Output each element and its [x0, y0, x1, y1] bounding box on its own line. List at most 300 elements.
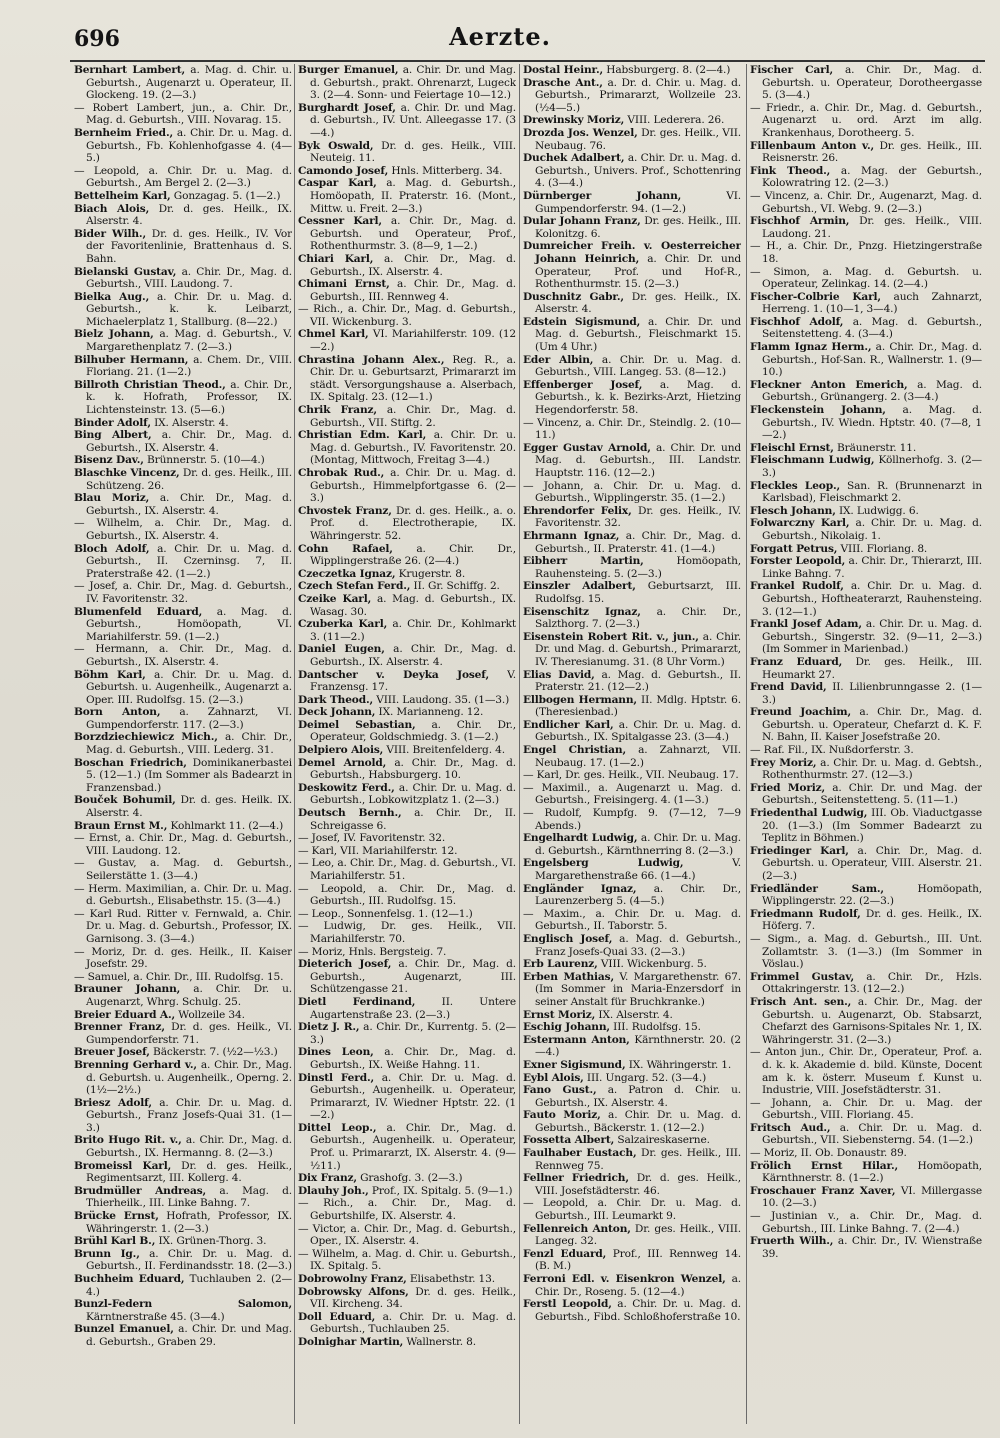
directory-entry [298, 1311, 516, 1336]
directory-entry [523, 719, 741, 744]
entry-name: Bettelheim Karl, [74, 189, 171, 202]
entry-name: Deutsch Bernh., [298, 807, 402, 820]
entry-text: IX. Alserstr. 4. [595, 1008, 673, 1021]
entry-name: Duchek Adalbert, [523, 152, 625, 165]
entry-text: a. Chir. Dr., Mag. d. Geburtsh., IX. Alserstr. 4. [310, 643, 516, 668]
entry-text: a. Chir. Dr. u. Mag. d. Geburtsh., II. Czerninsg. 7, II. Praterstraße 42. (1—2.) [86, 542, 292, 580]
directory-entry [750, 706, 982, 744]
entry-text: — Rich., a. Chir. Dr., Mag. d. Geburtshilfe, IX. Alserstr. 4. [298, 1197, 516, 1223]
directory-entry [750, 454, 982, 479]
directory-entry [74, 983, 292, 1008]
entry-name: Dumreicher Freih. v. Oesterreicher Johann Heinrich, [523, 240, 741, 265]
entry-text: II. Untere Augartenstraße 23. (2—3.) [310, 995, 516, 1021]
entry-name: Born Anton, [74, 706, 161, 719]
entry-text: II. Gr. Schiffg. 2. [410, 580, 500, 593]
entry-text: II. Mdlg. Hptstr. 6. (Theresienbad.) [535, 693, 741, 719]
directory-entry [750, 618, 982, 656]
directory-entry [298, 996, 516, 1021]
entry-name: Endlicher Karl, [523, 718, 614, 731]
entry-name: Dobrowolny Franz, [298, 1273, 407, 1285]
entry-text: — Leopold, a. Chir. Dr. u. Mag. d. Geburtsh., III. Leumarkt 9. [523, 1197, 741, 1223]
entry-text: — Hermann, a. Chir. Dr., Mag. d. Geburtsh., IX. Alserstr. 4. [74, 643, 292, 668]
directory-entry [298, 140, 516, 165]
entry-text: Reg. R., a. Chir. Dr. u. Geburtsarzt, Primararzt im städt. Versorgungshause a. Alserbach, IX. Spitalg. 23. (12—1.) [310, 353, 516, 404]
entry-text: a. Chir. Dr. und Operateur, Prof. und Hof-R., Rothenthurmstr. 15. (2—3.) [535, 252, 741, 291]
directory-entry [298, 1223, 516, 1248]
entry-name: Fried Moriz, [750, 781, 826, 794]
entry-text: — Josef, a. Chir. Dr., Mag. d. Geburtsh., IV. Favoritenstr. 32. [74, 580, 292, 605]
directory-entry [750, 908, 982, 933]
entry-text: — Raf. Fil., IX. Nußdorferstr. 3. [750, 744, 914, 757]
directory-entry [523, 114, 741, 127]
entry-text: Prof., IX. Spitalg. 5. (9—1.) [368, 1184, 513, 1197]
entry-text: a. Chir. Dr. u. Mag. d. Geburtsh., Bäckerstr. 1. (12—2.) [535, 1109, 741, 1134]
directory-entry [523, 190, 741, 215]
entry-text: IX. Grünen-Thorg. 3. [155, 1235, 267, 1248]
directory-column-3 [523, 64, 741, 1429]
directory-entry [750, 555, 982, 580]
entry-name: Fano Gust., [523, 1084, 597, 1097]
entry-text: Dr. d. ges. Heilk., a. o. Prof. d. Electrotherapie, IX. Währingerstr. 52. [310, 504, 516, 542]
directory-entry [750, 996, 982, 1046]
entry-name: Brenning Gerhard v., [74, 1058, 197, 1071]
entry-text: — Victor, a. Chir. Dr., Mag. d. Geburtsh., Oper., IX. Alserstr. 4. [298, 1222, 516, 1248]
directory-entry [74, 379, 292, 417]
entry-name: Dobrowsky Alfons, [298, 1285, 409, 1298]
directory-entry [750, 1160, 982, 1185]
entry-text: a. Chir. Dr., Mag. d. Geburtsh., IX. Alserstr. 4. [86, 492, 292, 517]
entry-text: a. Chir. Dr. u. Mag. d. Gebtsh., Rothenthurmstr. 27. (12—3.) [762, 756, 982, 782]
directory-entry [750, 215, 982, 240]
directory-entry [298, 1273, 516, 1286]
directory-entry [750, 291, 982, 316]
page-number: 696 [74, 26, 120, 52]
entry-name: Flesch Johann, [750, 504, 836, 517]
directory-entry [298, 253, 516, 278]
directory-entry [750, 656, 982, 681]
directory-entry [298, 1021, 516, 1046]
entry-name: Daniel Eugen, [298, 643, 385, 656]
entry-text: a. Mag. d. Geburtsh., k. k. Bezirks-Arzt, Hietzing Hegendorferstr. 58. [535, 378, 741, 417]
directory-entry [74, 102, 292, 127]
entry-text: Dr. d. ges. Heilk., IX. Höferg. 7. [762, 907, 982, 933]
entry-text: a. Chir. Dr. u. Mag. d. Geburtsh., Univers. Prof., Schottenring 4. (3—4.) [535, 152, 741, 190]
entry-name: Forster Leopold, [750, 555, 846, 568]
entry-text: a. Mag. d. Chir. u. Geburtsh., Augenarzt u. Operateur, II. Glockeng. 19. (2—3.) [86, 64, 292, 102]
entry-text: a. Chir. Dr., IV. Wienstraße 39. [762, 1235, 982, 1260]
entry-name: Egger Gustav Arnold, [523, 441, 651, 454]
entry-text: — Josef, IV. Favoritenstr. 32. [298, 832, 446, 845]
directory-entry [74, 517, 292, 542]
directory-entry [298, 958, 516, 996]
directory-entry [74, 580, 292, 605]
entry-name: Dantscher v. Deyka Josef, [298, 668, 489, 681]
entry-name: Dietz J. R., [298, 1021, 360, 1034]
directory-entry [298, 618, 516, 643]
entry-name: Friedländer Sam., [750, 882, 884, 895]
directory-entry [750, 933, 982, 971]
entry-name: Fellner Friedrich, [523, 1172, 629, 1185]
directory-entry [74, 946, 292, 971]
entry-name: Buchheim Eduard, [74, 1273, 185, 1285]
entry-name: Friedmann Rudolf, [750, 907, 861, 920]
entry-text: — Sigm., a. Mag. d. Geburtsh., III. Unt. Zollamtstr. 3. (1—3.) (Im Sommer in Vöslau.) [750, 932, 982, 971]
entry-text: — Anton jun., Chir. Dr., Operateur, Prof. a. d. k. k. Akademie d. bild. Künste, Docent am k. k. österr. Museum f. Kunst u. Industrie, VIII. Josefstädterstr. 31. [750, 1046, 982, 1097]
entry-name: Ehrendorfer Felix, [523, 504, 632, 517]
directory-entry [74, 266, 292, 291]
entry-text: a. Chir. Dr., k. k. Hofrath, Professor, IX. Lichtensteinstr. 13. (5—6.) [86, 378, 292, 417]
directory-entry [750, 379, 982, 404]
column-divider [294, 64, 295, 1424]
entry-name: Estermann Anton, [523, 1033, 630, 1046]
entry-text: Bäckerstr. 7. (½2—½3.) [149, 1046, 278, 1059]
entry-text: — Vincenz, a. Chir. Dr., Augenarzt, Mag. d. Geburtsh., VI. Webg. 9. (2—3.) [750, 189, 982, 215]
entry-text: Tuchlauben 2. (2—4.) [86, 1273, 292, 1298]
directory-entry [298, 328, 516, 353]
directory-entry [74, 820, 292, 833]
entry-text: — Leopold, a. Chir. Dr., Mag. d. Geburtsh., III. Rudolfsg. 15. [298, 882, 516, 908]
entry-name: Dostal Heinr., [523, 64, 604, 76]
entry-name: Brenner Franz, [74, 1021, 165, 1034]
directory-entry [74, 706, 292, 731]
directory-entry [74, 228, 292, 266]
entry-text: Dr. ges. Heilk., III. Heumarkt 27. [762, 655, 982, 681]
entry-name: Einszler Adalbert, [523, 580, 636, 593]
entry-text: a. Chir. Dr., Mag. d. Geburtsh. u. Operateur, Dorotheergasse 5. (3—4.) [762, 64, 982, 102]
entry-name: Blumenfeld Eduard, [74, 605, 203, 618]
directory-entry [750, 266, 982, 291]
entry-text: a. Chir. Dr., Kohlmarkt 3. (11—2.) [310, 618, 516, 643]
entry-name: Fleckles Leop., [750, 479, 841, 492]
entry-text: Dr. ges. Heilk., III. Kolonitzg. 6. [535, 215, 741, 240]
directory-entry [74, 606, 292, 644]
entry-text: a. Chir. Dr. und Mag. d. Geburtsh., III. Landstr. Hauptstr. 116. (12—2.) [535, 441, 741, 479]
entry-text: Dr. ges. Heilk., VIII. Laudong. 21. [762, 215, 982, 240]
entry-name: Bisenz Dav., [74, 454, 144, 467]
directory-entry [750, 442, 982, 455]
entry-text: V. Margarethenstraße 66. (1—4.) [535, 857, 741, 882]
entry-text: Kärnthnerstr. 20. (2—4.) [535, 1033, 741, 1059]
directory-entry [523, 1021, 741, 1034]
entry-text: a. Chem. Dr., VIII. Floriang. 21. (1—2.) [86, 353, 292, 379]
entry-text: a. Chir. Dr. u. Mag. d. Geburtsh., Himmelpfortgasse 6. (2—3.) [310, 467, 516, 505]
directory-entry [750, 480, 982, 505]
directory-entry [523, 1109, 741, 1134]
entry-text: — Leopold, a. Chir. Dr. u. Mag. d. Geburtsh., Am Bergel 2. (2—3.) [74, 164, 292, 190]
entry-name: Flamm Ignaz Herm., [750, 341, 872, 354]
directory-entry [74, 492, 292, 517]
directory-entry [750, 1235, 982, 1260]
directory-entry [523, 631, 741, 669]
entry-name: Chrik Franz, [298, 404, 377, 417]
directory-entry [523, 1084, 741, 1109]
entry-name: Ellbogen Hermann, [523, 693, 637, 706]
entry-name: Dieterich Josef, [298, 958, 392, 971]
entry-text: a. Chir. Dr. u. Mag. d. Geburtsh., IV. Favoritenstr. 20. (Montag, Mittwoch, Freitag 3—4.) [310, 429, 516, 467]
directory-entry [74, 127, 292, 165]
entry-name: Ehrmann Ignaz, [523, 529, 620, 542]
directory-entry [74, 643, 292, 668]
entry-text: Wallnerstr. 8. [403, 1335, 476, 1348]
entry-text: a. Chir. Dr., Kurrentg. 5. (2—3.) [310, 1021, 516, 1046]
entry-name: Bilhuber Hermann, [74, 353, 189, 366]
entry-text: a. Chir. Dr., Mag. d. Geburtsh., II. Praterstr. 41. (1—4.) [535, 529, 741, 555]
entry-name: Frimmel Gustav, [750, 970, 855, 983]
directory-entry [523, 1273, 741, 1298]
entry-name: Borzdziechiewicz Mich., [74, 731, 218, 744]
entry-text: — Karl, VII. Mariahilferstr. 12. [298, 844, 458, 857]
entry-text: a. Chir. Dr., Mag. d. Geburtsh., VIII. Lederg. 31. [86, 731, 292, 757]
entry-name: Fillenbaum Anton v., [750, 139, 875, 152]
entry-text: San. R. (Brunnenarzt in Karlsbad), Fleischmarkt 2. [762, 479, 982, 505]
entry-text: a. Chir. Dr., Thierarzt, III. Linke Bahng. 7. [762, 555, 982, 580]
directory-entry [750, 64, 982, 102]
entry-name: Dietl Ferdinand, [298, 995, 416, 1008]
entry-name: Fauto Moriz, [523, 1109, 601, 1122]
entry-text: II. Lilienbrunngasse 2. (1—3.) [762, 681, 982, 706]
entry-name: Bielka Aug., [74, 290, 150, 303]
entry-text: a. Chir. Dr., Operateur, Goldschmiedg. 3. (1—2.) [310, 718, 516, 744]
directory-entry [523, 769, 741, 782]
directory-entry [523, 417, 741, 442]
entry-text: — Gustav, a. Mag. d. Geburtsh., Seilerstätte 1. (3—4.) [74, 857, 292, 882]
directory-entry [74, 1235, 292, 1248]
entry-name: Camondo Josef, [298, 164, 389, 177]
entry-name: Ernst Moriz, [523, 1008, 596, 1021]
entry-name: Blau Moriz, [74, 492, 150, 505]
directory-entry [74, 669, 292, 707]
directory-entry [74, 1273, 292, 1298]
directory-entry [523, 1197, 741, 1222]
entry-text: Brünnerstr. 5. (10—4.) [143, 454, 265, 467]
entry-text: Dr. d. ges. Heilk., VIII. Josefstädterstr. 46. [535, 1172, 741, 1197]
entry-text: a. Chir. Dr. und Mag. d. Geburtsh., prakt. Ohrenarzt, Lugeck 3. (2—4. Sonn- und Feiertage 10—12.) [310, 64, 516, 102]
entry-text: a. Chir. Dr. u. Mag. d. Geburtsh., Tuchlauben 25. [310, 1310, 516, 1336]
entry-text: Dr. ges. Heilk., VIII. Langeg. 32. [535, 1222, 741, 1248]
entry-name: Dittel Leop., [298, 1121, 377, 1134]
directory-entry [74, 883, 292, 908]
directory-entry [750, 883, 982, 908]
entry-name: Duschnitz Gabr., [523, 290, 624, 303]
entry-text: a. Chir. Dr. u. Mag. d. Geburtsh., IX. Spitalgasse 23. (3—4.) [535, 718, 741, 744]
entry-name: Bielz Johann, [74, 328, 154, 341]
entry-text: a. Mag. d. Geburtsh., Franz Josefs-Quai 33. (2—3.) [535, 932, 741, 958]
entry-name: Dines Leon, [298, 1046, 374, 1059]
directory-entry [523, 354, 741, 379]
entry-text: — Leop., Sonnenfelsg. 1. (12—1.) [298, 907, 473, 920]
entry-name: Chrastina Johann Alex., [298, 353, 445, 366]
entry-text: III. Ob. Viaductgasse 20. (1—3.) (Im Sommer Badearzt zu Teplitz in Böhmen.) [762, 807, 982, 845]
entry-name: Czeike Karl, [298, 592, 372, 605]
directory-entry [298, 429, 516, 467]
entry-text: V. Margarethenstr. 67. (Im Sommer in Maria-Enzersdorf in seiner Anstalt für Bruchkranke.) [535, 970, 741, 1008]
entry-text: a. Dr. d. Chir. u. Mag. d. Geburtsh., Primararzt, Wollzeile 23. (½4—5.) [535, 76, 741, 114]
entry-name: Burger Emanuel, [298, 64, 399, 76]
entry-name: Demel Arnold, [298, 756, 387, 769]
entry-text: Salzaireskaserne. [614, 1134, 710, 1147]
entry-text: Homöopath, Rauhensteing. 5. (2—3.) [535, 555, 741, 580]
directory-entry [523, 240, 741, 290]
entry-name: Drasche Ant., [523, 76, 603, 89]
entry-text: a. Chir. Dr., Hzls. Ottakringerstr. 13. (12—2.) [762, 970, 982, 996]
entry-name: Dark Theod., [298, 693, 374, 706]
entry-text: a. Chir. Dr., Mag. d. Geburtsh. und Operateur, Prof., Rothenthurmstr. 3. (8—9, 1—2.) [310, 215, 516, 253]
entry-name: Brauner Johann, [74, 983, 181, 996]
entry-text: — Moriz, II. Ob. Donaustr. 89. [750, 1147, 907, 1160]
entry-name: Burghardt Josef, [298, 101, 396, 114]
directory-entry [523, 1248, 741, 1273]
entry-text: a. Chir. Dr., Mag. d. Geburtsh., Habsburgerg. 10. [310, 756, 516, 782]
directory-entry [74, 1134, 292, 1159]
entry-text: a. Chir. Dr., Mag. d. Geburtsh., IX. Alserstr. 4. [86, 429, 292, 454]
directory-entry [298, 1197, 516, 1222]
directory-entry [298, 354, 516, 404]
page-title: Aerzte. [449, 22, 551, 51]
directory-entry [298, 102, 516, 140]
entry-text: Dr. d. ges. Heilk., VIII. Neuteig. 11. [310, 139, 516, 165]
entry-text: — Maxim., a. Chir. Dr. u. Mag. d. Geburtsh., II. Taborstr. 5. [523, 907, 741, 933]
directory-entry [750, 543, 982, 556]
directory-entry [523, 807, 741, 832]
directory-entry [523, 933, 741, 958]
entry-name: Folwarczny Karl, [750, 517, 850, 530]
directory-entry [298, 303, 516, 328]
entry-name: Frend David, [750, 681, 827, 694]
entry-name: Fruerth Wilh., [750, 1235, 834, 1248]
entry-name: Frey Moriz, [750, 756, 817, 769]
directory-entry [74, 328, 292, 353]
directory-entry [750, 681, 982, 706]
entry-text: a. Mag. d. Geburtsh., V. Margarethenplatz 7. (2—3.) [86, 328, 292, 354]
directory-entry [523, 1172, 741, 1197]
entry-text: — Rudolf, Kumpfg. 9. (7—12, 7—9 Abends.) [523, 807, 741, 832]
directory-entry [750, 341, 982, 379]
directory-entry [523, 694, 741, 719]
entry-text: a. Chir. Dr. und Mag. d. Geburtsh., Fleischmarkt 15. (Um 4 Uhr.) [535, 315, 741, 354]
entry-text: Dr. ges. Heilk., III. Reisnerstr. 26. [762, 139, 982, 165]
entry-name: Fritsch Aud., [750, 1121, 831, 1134]
directory-entry [298, 845, 516, 858]
directory-entry [74, 1210, 292, 1235]
entry-name: Brito Hugo Rit. v., [74, 1134, 182, 1147]
directory-entry [74, 1185, 292, 1210]
entry-text: a. Chir. Dr., Mag. d. Geburtsh., Augenarzt, III. Schützengasse 21. [310, 958, 516, 996]
directory-entry [523, 669, 741, 694]
entry-text: Dominikanerbastei 5. (12—1.) (Im Sommer als Badearzt in Franzensbad.) [86, 756, 292, 794]
entry-text: — Moriz, Hnls. Bergsteig. 7. [298, 945, 447, 958]
directory-entry [523, 530, 741, 555]
directory-entry [750, 102, 982, 140]
column-divider [519, 64, 520, 1424]
entry-text: — Simon, a. Mag. d. Geburtsh. u. Operateur, Zelinkag. 14. (2—4.) [750, 265, 982, 291]
entry-text: a. Chir. Dr. u. Mag. d. Geburtsh., Franz Josefs-Quai 31. (1—3.) [86, 1096, 292, 1134]
entry-text: Dr. d. ges. Heilk. IX. Alserstr. 4. [86, 794, 292, 820]
directory-entry [523, 958, 741, 971]
entry-name: Deskowitz Ferd., [298, 781, 395, 794]
directory-entry [298, 669, 516, 694]
directory-entry [298, 883, 516, 908]
entry-name: Fellenreich Anton, [523, 1222, 631, 1235]
entry-name: Bloch Adolf, [74, 542, 150, 555]
entry-text: a. Mag. d. Geburtsh., II. Praterstr. 21. (12—2.) [535, 668, 741, 694]
directory-entry [523, 1134, 741, 1147]
entry-text: a. Zahnarzt, VII. Neubaug. 17. (1—2.) [535, 744, 741, 769]
entry-name: Fossetta Albert, [523, 1134, 615, 1147]
directory-entry [74, 1248, 292, 1273]
entry-text: a. Chir. Dr., Mag. d. Geburtsh., III. Rennweg 4. [310, 278, 516, 303]
entry-name: Engelsberg Ludwig, [523, 857, 684, 870]
entry-text: III. Rudolfsg. 15. [609, 1021, 701, 1034]
directory-entry [750, 1097, 982, 1122]
entry-name: Bernheim Fried., [74, 126, 174, 139]
directory-entry [298, 568, 516, 581]
entry-text: VIII. Laudong. 35. (1—3.) [373, 693, 510, 706]
directory-entry [523, 77, 741, 115]
entry-text: Köllnerhofg. 3. (2—3.) [762, 454, 982, 479]
directory-entry [523, 606, 741, 631]
directory-entry [523, 291, 741, 316]
directory-entry [298, 177, 516, 215]
directory-entry [750, 404, 982, 442]
directory-entry [298, 1286, 516, 1311]
entry-name: Frisch Ant. sen., [750, 995, 852, 1008]
entry-text: — Wilhelm, a. Chir. Dr., Mag. d. Geburtsh., IX. Alserstr. 4. [74, 517, 292, 542]
directory-entry [523, 1072, 741, 1085]
directory-entry [74, 190, 292, 203]
entry-name: Dular Johann Franz, [523, 215, 641, 228]
entry-text: VIII. Lederera. 26. [624, 114, 725, 127]
entry-name: Chmel Karl, [298, 328, 369, 341]
entry-text: Hnls. Mitterberg. 34. [388, 164, 503, 177]
entry-text: a. Chir. Dr., Mag. d. Geburtsh., IX. Weiße Hahng. 11. [310, 1046, 516, 1071]
entry-name: Czech Stefan Ferd., [298, 580, 411, 593]
directory-entry [298, 857, 516, 882]
directory-entry [523, 832, 741, 857]
entry-name: Czuberka Karl, [298, 618, 388, 631]
entry-name: Franz Eduard, [750, 655, 843, 668]
entry-text: Dr. ges. Heilk., VII. Neubaug. 76. [535, 126, 741, 152]
entry-name: Brühl Karl B., [74, 1235, 156, 1248]
entry-name: Eybl Alois, [523, 1071, 584, 1084]
directory-entry [523, 1223, 741, 1248]
entry-name: Deck Johann, [298, 706, 376, 719]
directory-entry [74, 908, 292, 946]
directory-entry [74, 1046, 292, 1059]
directory-entry [523, 64, 741, 77]
entry-name: Erben Mathias, [523, 970, 614, 983]
directory-entry [74, 165, 292, 190]
entry-name: Briesz Adolf, [74, 1096, 152, 1109]
directory-entry [298, 807, 516, 832]
entry-text: — Maximil., a. Augenarzt u. Mag. d. Geburtsh., Freisingerg. 4. (1—3.) [523, 781, 741, 807]
entry-text: a. Chir. Dr. u. Mag. d. Geburtsh., k. k. Leibarzt, Michaelerplatz 1, Stallburg. (8—22.) [86, 290, 292, 328]
entry-text: a. Chir. Dr. und Mag. der Geburtsh., Seitenstetteng. 5. (11—1.) [762, 781, 982, 807]
entry-name: Breier Eduard A., [74, 1008, 176, 1021]
entry-text: a. Mag. d. Geburtsh., Seitenstetteng. 4. (3—4.) [762, 315, 982, 341]
entry-name: Brunn Ig., [74, 1247, 140, 1260]
directory-entry [523, 782, 741, 807]
directory-entry [523, 908, 741, 933]
entry-text: Dr. d. ges. Heilk., VII. Kircheng. 34. [310, 1285, 516, 1311]
directory-entry [298, 908, 516, 921]
entry-text: IX. Alserstr. 4. [150, 416, 229, 429]
entry-text: a. Chir. Dr., Laurenzerberg 5. (4—5.) [535, 882, 741, 908]
directory-entry [750, 140, 982, 165]
directory-entry [74, 354, 292, 379]
directory-entry [74, 1059, 292, 1097]
entry-text: a. Mag. d. Geburtsh., IX. Wasag. 30. [310, 592, 516, 618]
entry-name: Dolnighar Martin, [298, 1335, 404, 1348]
